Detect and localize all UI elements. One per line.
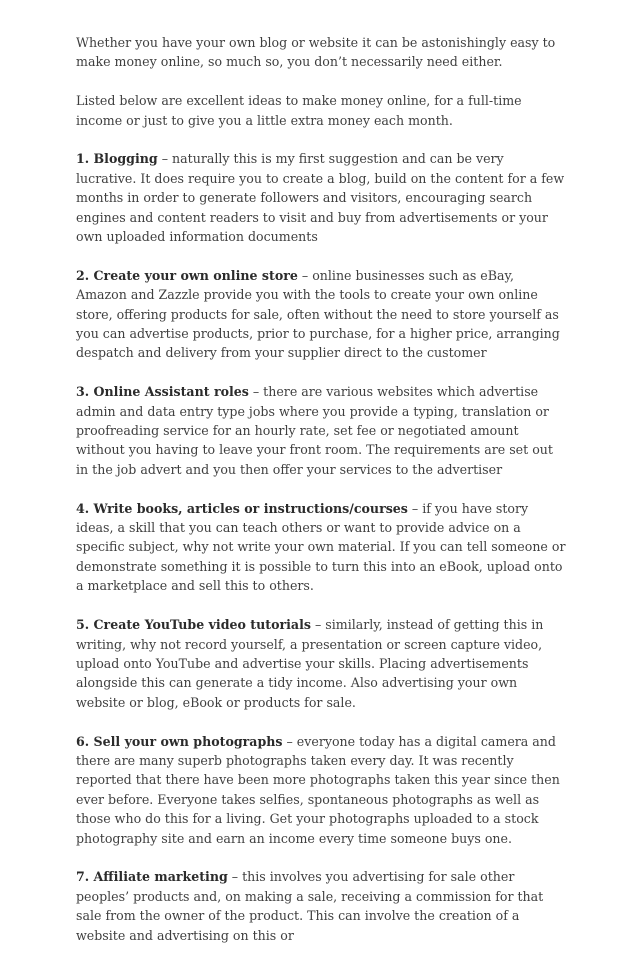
idea-heading: 3. Online Assistant roles xyxy=(76,384,249,400)
idea-heading: 7. Affiliate marketing xyxy=(76,869,228,885)
idea-heading: 1. Blogging xyxy=(76,151,158,167)
idea-youtube-tutorials xyxy=(76,615,568,712)
idea-text: – this involves you advertising for sale other peoples’ products and, on making a sale, receiving a commission for that sale from the owner of the product. This can involve the creation of a website and advertising on this or xyxy=(76,869,544,943)
idea-sell-photographs xyxy=(76,732,568,848)
idea-write-books xyxy=(76,499,568,596)
idea-text: – everyone today has a digital camera and there are many superb photographs taken every day. It was recently reported that there have been more photographs taken this year since then ever before. Everyone takes selfies, spontaneous photographs as well as those who do this for a living. Get your photographs uploaded to a stock photography site and earn an income every time someone buys one. xyxy=(76,733,560,846)
document-body xyxy=(76,33,568,964)
intro-paragraph-2: Listed below are excellent ideas to make money online, for a full-time income or just to give you a little extra money each month. xyxy=(76,93,522,128)
idea-online-assistant xyxy=(76,382,568,479)
idea-online-store xyxy=(76,266,568,363)
idea-heading: 5. Create YouTube video tutorials xyxy=(76,617,311,633)
idea-heading: 4. Write books, articles or instructions/courses xyxy=(76,500,408,516)
idea-text: – if you have story ideas, a skill that you can teach others or want to provide advice on a specific subject, why not write your own material. If you can tell someone or demonstrate something it is possible to turn this into an eBook, upload onto a marketplace and sell this to others. xyxy=(76,500,566,594)
idea-text: – there are various websites which advertise admin and data entry type jobs where you provide a typing, translation or proofreading service for an hourly rate, set fee or negotiated amount without you having to leave your front room. The requirements are set out in the job advert and you then offer your services to the advertiser xyxy=(76,384,553,477)
idea-blogging xyxy=(76,149,568,246)
idea-text: – similarly, instead of getting this in writing, why not record yourself, a presentation or screen capture video, upload onto YouTube and advertise your skills. Placing advertisements alongside this can generate a tidy income. Also advertising your own website or blog, eBook or products for sale. xyxy=(76,617,544,710)
idea-text: – naturally this is my first suggestion and can be very lucrative. It does require you to create a blog, build on the content for a few months in order to generate followers and visitors, encouraging search engines and content readers to visit and buy from advertisements or your own uploaded information documents xyxy=(76,151,565,245)
idea-text: – online businesses such as eBay, Amazon and Zazzle provide you with the tools to create your own online store, offering products for sale, often without the need to store yourself as you can advertise products, prior to purchase, for a higher price, arranging despatch and delivery from your supplier direct to the customer xyxy=(76,267,560,361)
idea-heading: 6. Sell your own photographs xyxy=(76,733,283,749)
idea-heading: 2. Create your own online store xyxy=(76,267,298,283)
idea-affiliate-marketing xyxy=(76,867,568,945)
intro-paragraph-1: Whether you have your own blog or website it can be astonishingly easy to make money online, so much so, you don’t necessarily need either. xyxy=(76,35,556,70)
